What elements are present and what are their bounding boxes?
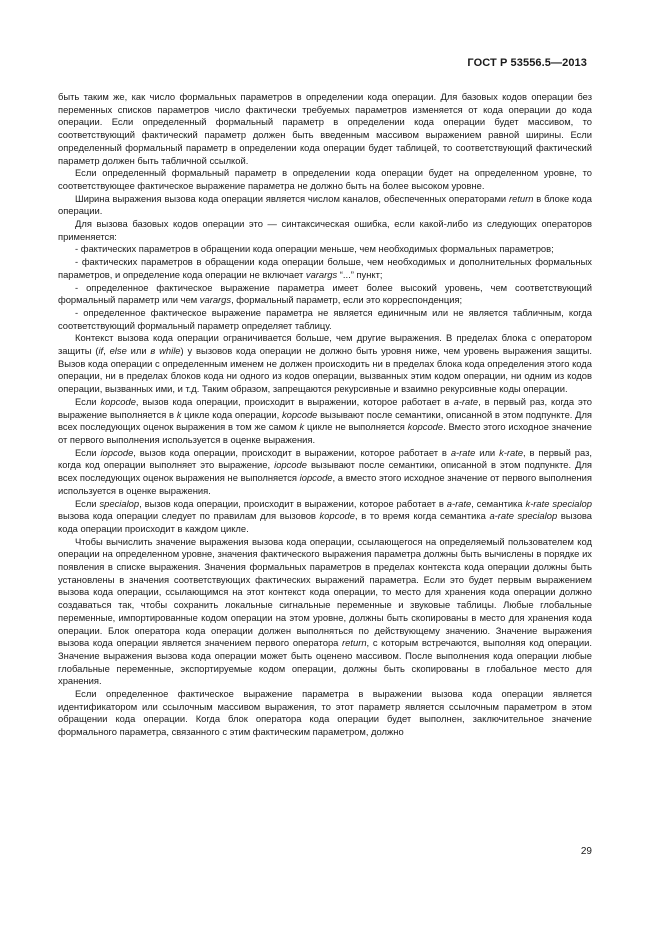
paragraph: Контекст вызова кода операции ограничивается больше, чем другие выражения. В пределах блока с оператором защиты (if, else или в while) у вызовов кода операции не должно быть уровня ниже, чем уровень выражения защиты. Вызов кода операции с определенным именем не должен происходить ни в пределах блока кода определения этого кода операции, ни в пределах блоков кода ни одного из кодов операции, вызванных этим кодом операции, ни одним из кодов операции, вызванных ими, и т.д. Таким образом, запрещаются рекурсивные и взаимно рекурсивные коды операции. (58, 332, 592, 395)
paragraph: - фактических параметров в обращении кода операции больше, чем необходимых и дополнительных формальных параметров, и определение кода операции не включает varargs “...” пункт; (58, 256, 592, 280)
paragraph: быть таким же, как число формальных параметров в определении кода операции. Для базовых кодов операции без переменных списков параметров число фактически требуемых параметров изменяется от кода операции до кода операции. Если определенный формальный параметр в определении кода операции будет массивом, то соответствующий фактический параметр должен быть введенным массивом выражением равной ширины. Если определенный формальный параметр в определении кода операции будет таблицей, то соответствующий фактический параметр должен быть табличной ссылкой. (58, 91, 592, 166)
paragraph: - определенное фактическое выражение параметра не является единичным или не является табличным, когда соответствующий формальный параметр определяет таблицу. (58, 306, 592, 331)
paragraph: - фактических параметров в обращении кода операции меньше, чем необходимых формальных параметров; (75, 243, 554, 255)
paragraph: Для вызова базовых кодов операции это — синтаксическая ошибка, если какой-либо из следующих операторов применяется: (58, 218, 592, 242)
paragraph: Чтобы вычислить значение выражения вызова кода операции, ссылающегося на определяемый пользователем код операции на определенном уровне, значения фактического выражения параметра должны быть вычислены в порядке их появления в списке выражения. Значения формальных параметров в пределах контекста кода операции должны быть установлены в значения соответствующих фактических выражений параметра. Если это будет первым выражением вызова кода операции, ссылающимся на этот контекст кода операции, то место для хранения кода операции должно создаваться так, чтобы сохранить локальные сигнальные переменные и звуковые таблицы. Любые глобальные переменные, импортированные кодом операции на этом уровне, должны быть скопированы в место для хранения кода операции. Блок оператора кода операции должен выполняться по действующему значению. Значение выражения вызова кода операции является значением первого оператора return, с которым встречаются, выполняя код операции. Значение выражения вызова кода операции может быть оценено массивом. После выполнения кода операции любые глобальные переменные, экспортируемые кодом операции, должны быть скопированы в глобальное место для хранения. (58, 535, 592, 687)
paragraph: Если kopcode, вызов кода операции, происходит в выражении, которое работает в a-rate, в первый раз, когда это выражение выполняется в k цикле кода операции, kopcode вызывают после семантики, описанной в этом подпункте. Для всех последующих оценок выражения в том же самом k цикле не выполняется kopcode. Вместо этого исходное значение от первого выполнения используется в оценке выражения. (58, 395, 593, 445)
paragraph: Если определенное фактическое выражение параметра в выражении вызова кода операции является идентификатором или ссылочным массивом выражения, то этот параметр является ссылочным параметром в этом обращении кода операции. Когда блок оператора кода операции будет выполнен, заключительное значение формального параметра, связанного с этим фактическим параметром, должно (58, 688, 592, 738)
page-number: 29 (580, 846, 592, 857)
paragraph: Если specialop, вызов кода операции, происходит в выражении, которое работает в a-rate, семантика k-rate specialop вызова кода операции следует по правилам для вызовов kopcode, в то время когда семантика a-rate specialop вызова кода операции происходит в каждом цикле. (58, 497, 592, 534)
paragraph: Если определенный формальный параметр в определении кода операции будет на определенном уровне, то соответствующее фактическое выражение параметра не должно быть на более высоком уровне. (58, 167, 592, 191)
body-text (58, 91, 592, 739)
document-header: ГОСТ Р 53556.5—2013 (467, 57, 587, 69)
paragraph: - определенное фактическое выражение параметра имеет более высокий уровень, чем соответствующий формальный параметр или чем varargs, формальный параметр, если это корреспонденция; (58, 281, 592, 306)
paragraph: Если iopcode, вызов кода операции, происходит в выражении, которое работает в a-rate или k-rate, в первый раз, когда код операции выполняет это выражение, iopcode вызывают после семантики, описанной в этом подпункте. Для всех последующих оценок выражения не выполняется iopcode, а вместо этого исходное значение от первого выполнения используется в оценке выражения. (58, 446, 592, 496)
paragraph: Ширина выражения вызова кода операции является числом каналов, обеспеченных операторами return в блоке кода операции. (58, 192, 592, 217)
